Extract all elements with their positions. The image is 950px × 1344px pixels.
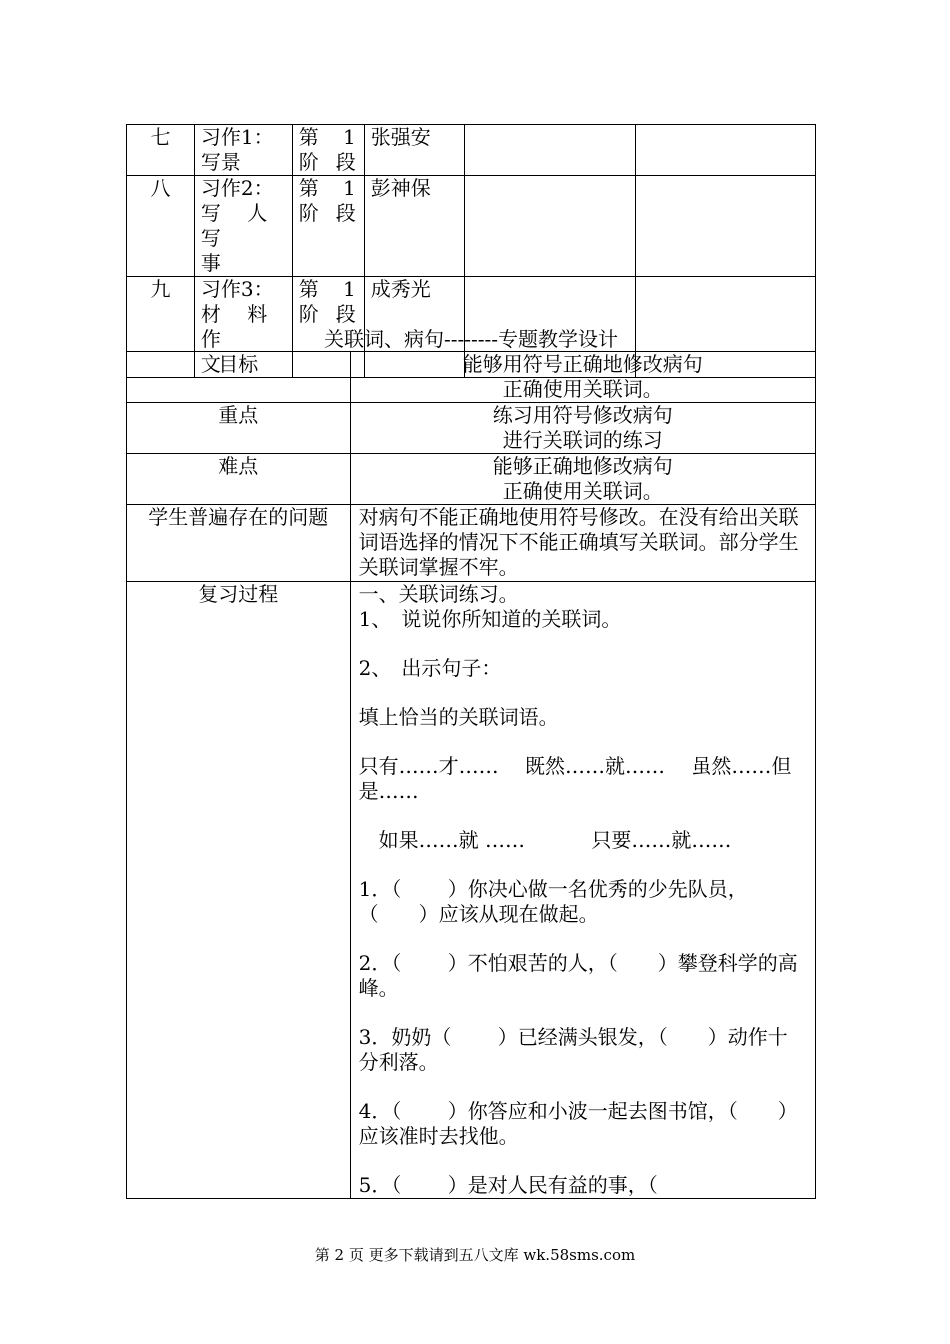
stage-line: 第 1 [298, 176, 356, 200]
goal-line: 能够用符号正确地修改病句 [462, 352, 703, 376]
empty-cell [636, 176, 816, 277]
stage-cell [292, 176, 364, 277]
empty-cell [464, 176, 636, 277]
empty-cell [636, 125, 816, 176]
exercise-question: 1．（ ）你决心做一名优秀的少先队员，（ ）应该从现在做起。 [358, 877, 748, 926]
problem-label: 学生普遍存在的问题 [127, 505, 351, 582]
exercise-question: 3．奶奶（ ）已经满头银发，（ ）动作十分利落。 [358, 1025, 788, 1074]
teacher-name: 彭神保 [364, 176, 464, 277]
key-label: 重点 [127, 403, 351, 454]
empty-cell [464, 125, 636, 176]
teacher-name: 张强安 [364, 125, 464, 176]
conjunction-pairs: 只有……才…… 既然……就…… 虽然……但是…… [358, 754, 792, 803]
stage-line: 阶段 [298, 201, 356, 225]
topic-line: 习作1： [200, 125, 274, 149]
process-content [350, 582, 815, 1199]
topic-line: 文 [200, 352, 221, 376]
difficulty-row [127, 454, 816, 505]
goal-line: 正确使用关联词。 [502, 377, 663, 401]
process-step: 1、 说说你所知道的关联词。 [358, 607, 622, 631]
stage-line: 阶段 [298, 302, 356, 326]
topic-line: 写 人 写 [200, 201, 278, 250]
key-line: 进行关联词的练习 [502, 428, 663, 452]
difficulty-label: 难点 [127, 454, 351, 505]
key-line: 练习用符号修改病句 [492, 403, 673, 427]
process-step: 2、 出示句子： [358, 656, 502, 680]
problem-row [127, 505, 816, 582]
schedule-row [127, 125, 816, 176]
section-title: 关联词、病句--------专题教学设计 [323, 327, 619, 351]
topic-line: 写景 [200, 150, 241, 174]
unit-number: 九 [127, 277, 195, 378]
stage-cell [292, 125, 364, 176]
unit-number: 七 [127, 125, 195, 176]
topic-line: 习作3： [200, 277, 274, 301]
stage-line: 阶段 [298, 150, 356, 174]
teacher-name: 成秀光 [364, 277, 464, 378]
exercise-question: 5．（ ）是对人民有益的事，（ [358, 1173, 658, 1197]
process-step: 填上恰当的关联词语。 [358, 705, 559, 729]
goal-content [350, 352, 815, 403]
topic-line: 事 [200, 251, 221, 275]
topic-cell [194, 125, 292, 176]
process-label: 复习过程 [127, 582, 351, 1199]
difficulty-line: 能够正确地修改病句 [492, 454, 673, 478]
exercise-question: 4．（ ）你答应和小波一起去图书馆，（ ）应该准时去找他。 [358, 1099, 798, 1148]
lesson-design-table [126, 351, 816, 1199]
schedule-row [127, 176, 816, 277]
topic-line: 习作2： [200, 176, 274, 200]
difficulty-content [350, 454, 815, 505]
unit-number: 八 [127, 176, 195, 277]
topic-cell [194, 176, 292, 277]
difficulty-line: 正确使用关联词。 [502, 479, 663, 503]
goal-row [127, 352, 816, 403]
conjunction-pairs: 如果……就 …… 只要……就…… [378, 828, 732, 852]
key-row [127, 403, 816, 454]
page-footer: 第 2 页 更多下载请到五八文库 wk.58sms.com [314, 1246, 636, 1264]
stage-line: 第 1 [298, 277, 356, 301]
exercise-question: 2．（ ）不怕艰苦的人，（ ）攀登科学的高峰。 [358, 951, 798, 1000]
key-content [350, 403, 815, 454]
process-row [127, 582, 816, 1199]
goal-label: 目标 [127, 352, 351, 403]
stage-line: 第 1 [298, 125, 356, 149]
problem-content: 对病句不能正确地使用符号修改。在没有给出关联词语选择的情况下不能正确填写关联词。部分学生关联词掌握不牢。 [350, 505, 815, 582]
process-heading: 一、关联词练习。 [358, 582, 519, 606]
topic-line: 材 料 作 [200, 302, 278, 351]
